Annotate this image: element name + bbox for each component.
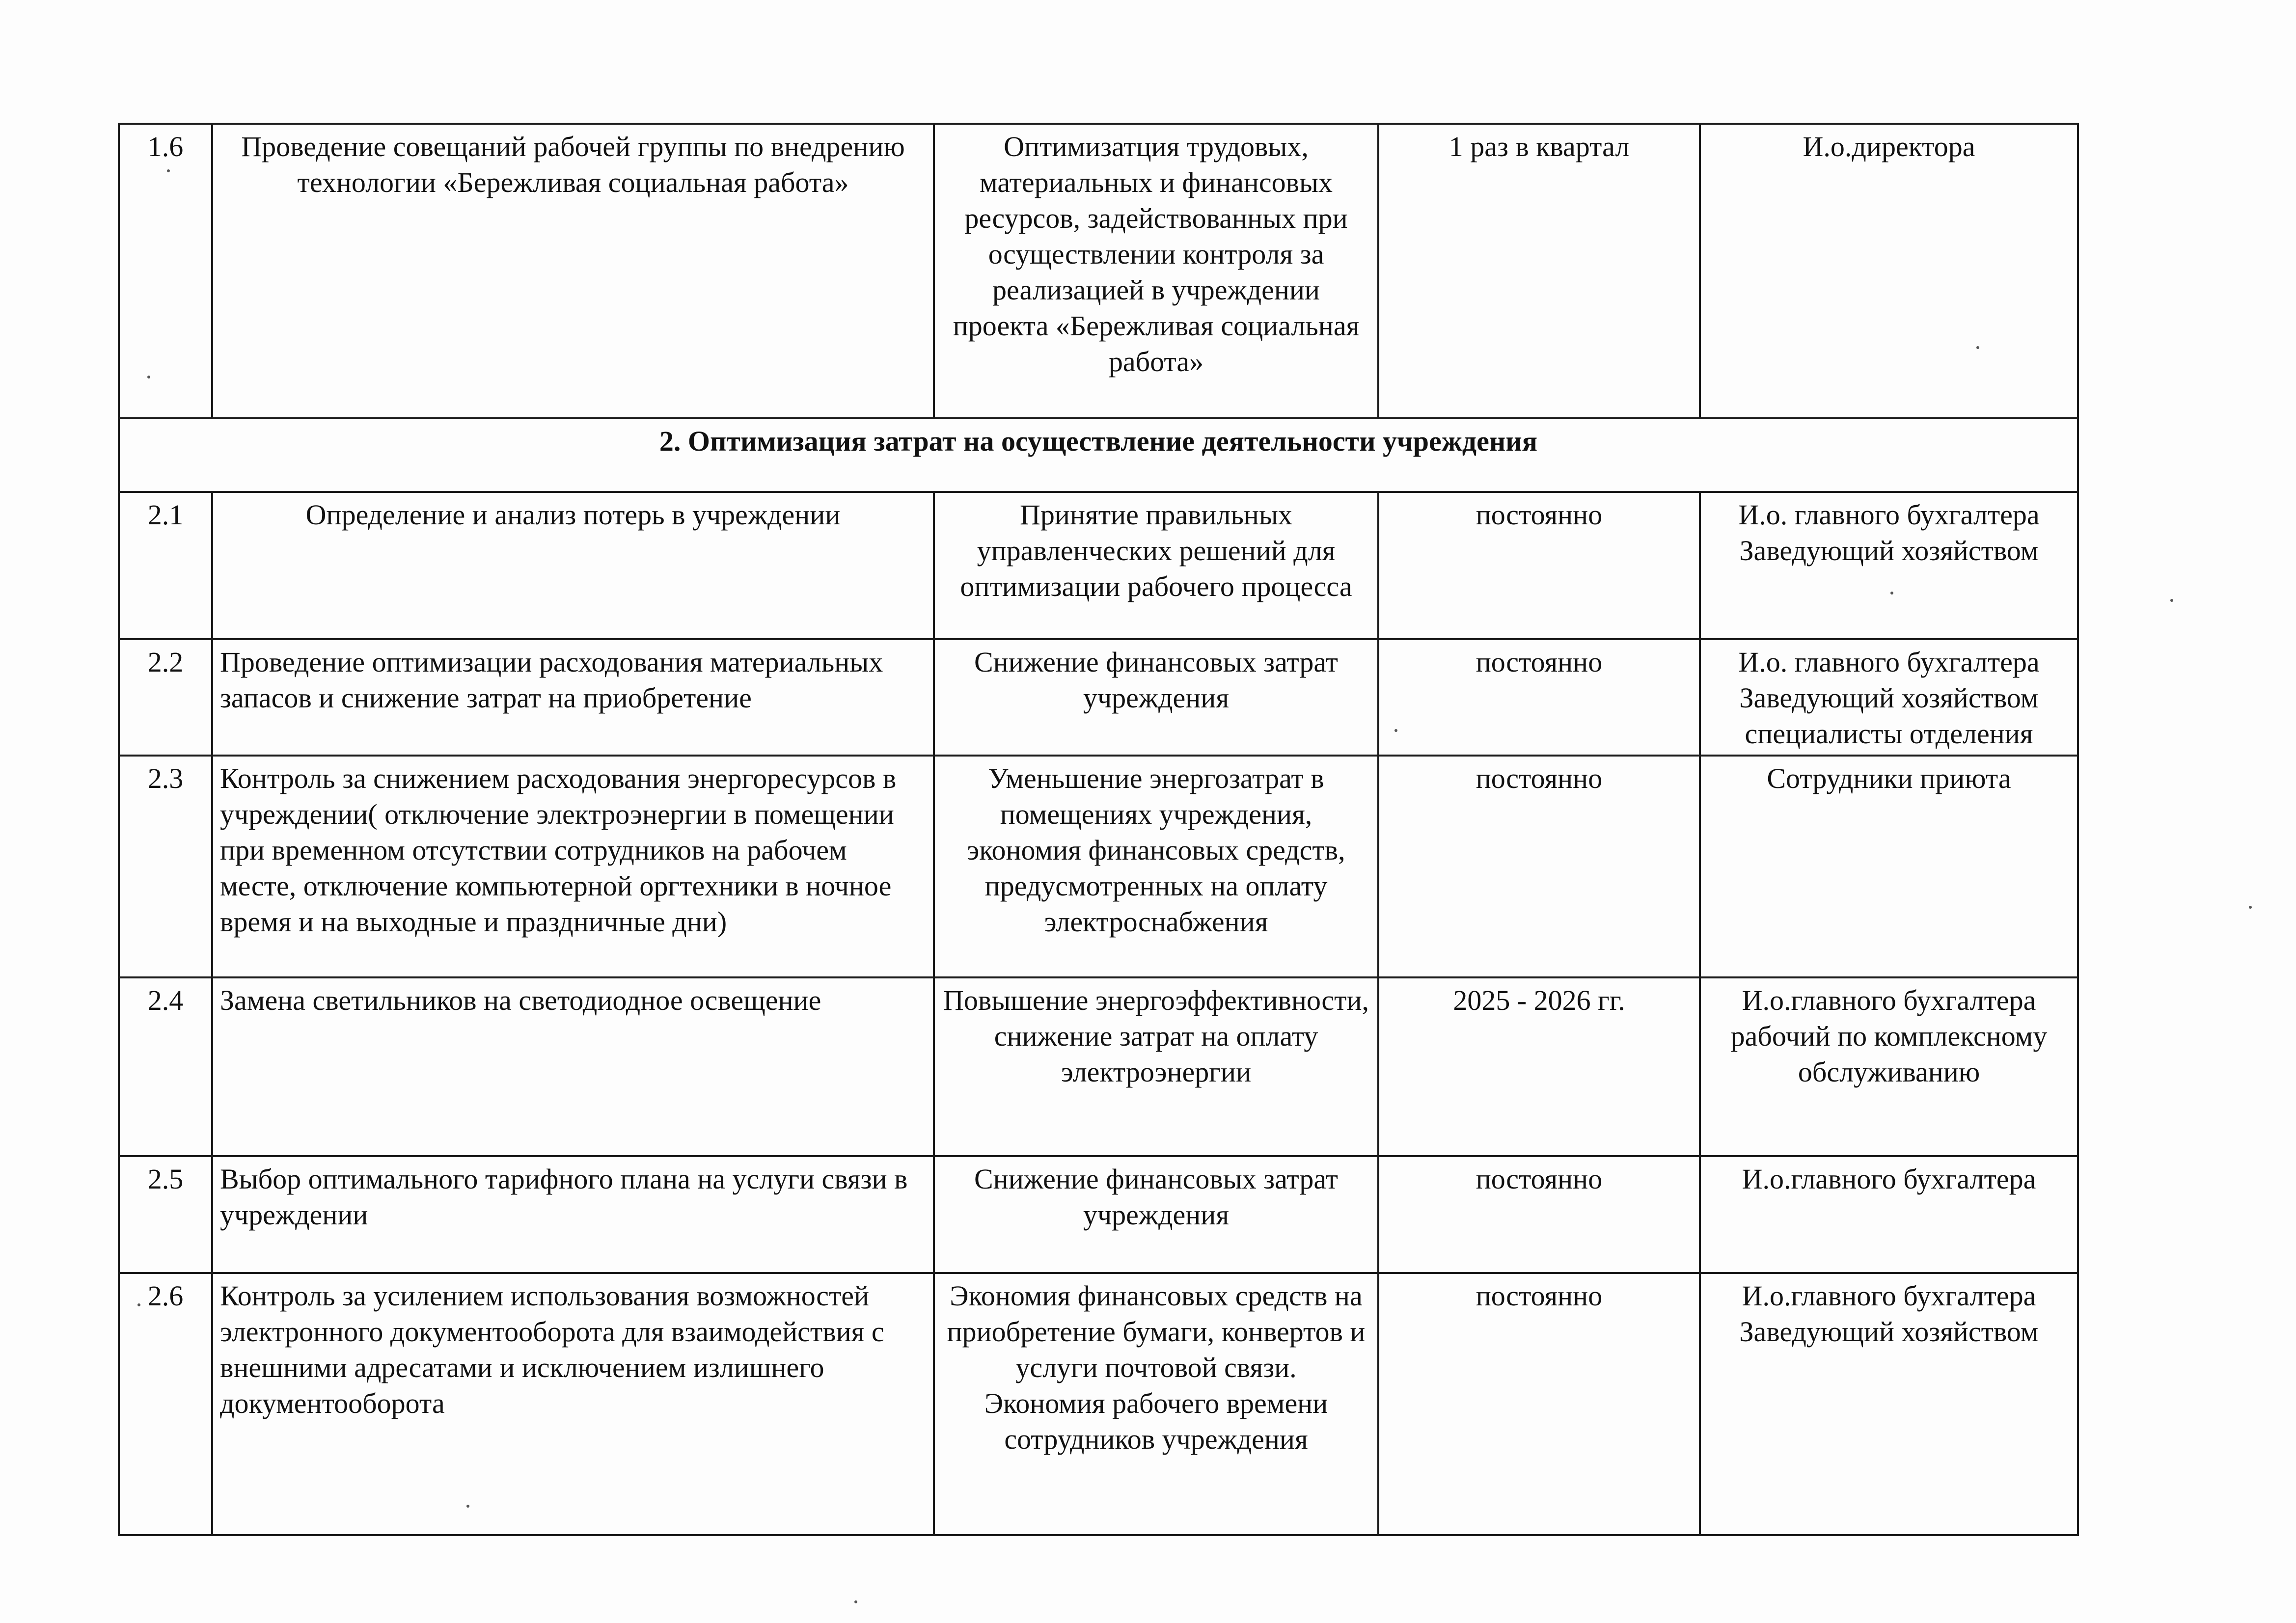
- period-cell: 1 раз в квартал: [1378, 124, 1700, 418]
- result-cell: Экономия финансовых средств на приобретение бумаги, конвертов и услуги почтовой связи. Экономия рабочего времени сотрудников учреждения: [934, 1273, 1378, 1535]
- scan-speck: [147, 376, 150, 379]
- scan-speck: [1394, 729, 1397, 732]
- table-row: [119, 977, 2078, 1156]
- result-cell: Повышение энергоэффективности, снижение затрат на оплату электроэнергии: [934, 977, 1378, 1156]
- scan-speck: [2170, 599, 2173, 602]
- result-cell: Принятие правильных управленческих решений для оптимизации рабочего процесса: [934, 492, 1378, 639]
- row-number: 2.6: [119, 1273, 212, 1535]
- scan-speck: [137, 1303, 140, 1306]
- responsible-cell: И.о.главного бухгалтера Заведующий хозяйством: [1700, 1273, 2078, 1535]
- activity-cell: Определение и анализ потерь в учреждении: [212, 492, 934, 639]
- period-cell: постоянно: [1378, 1273, 1700, 1535]
- result-cell: Снижение финансовых затрат учреждения: [934, 1156, 1378, 1273]
- responsible-cell: И.о.директора: [1700, 124, 2078, 418]
- table-row: [119, 639, 2078, 756]
- row-number: 1.6: [119, 124, 212, 418]
- scan-speck: [854, 1600, 857, 1603]
- activity-cell: Проведение совещаний рабочей группы по внедрению технологии «Бережливая социальная работа»: [212, 124, 934, 418]
- scan-speck: [2249, 906, 2252, 909]
- activity-cell: Замена светильников на светодиодное освещение: [212, 977, 934, 1156]
- period-cell: 2025 - 2026 гг.: [1378, 977, 1700, 1156]
- responsible-cell: И.о.главного бухгалтера рабочий по комплексному обслуживанию: [1700, 977, 2078, 1156]
- table-row: [119, 124, 2078, 418]
- period-cell: постоянно: [1378, 492, 1700, 639]
- responsible-cell: Сотрудники приюта: [1700, 756, 2078, 977]
- row-number: 2.3: [119, 756, 212, 977]
- table-row: [119, 1156, 2078, 1273]
- result-cell: Оптимизатция трудовых, материальных и финансовых ресурсов, задействованных при осуществлении контроля за реализацией в учреждении проекта «Бережливая социальная работа»: [934, 124, 1378, 418]
- activity-cell: Контроль за снижением расходования энергоресурсов в учреждении( отключение электроэнергии в помещении при временном отсутствии сотрудников на рабочем месте, отключение компьютерной оргтехники в ночное время и на выходные и праздничные дни): [212, 756, 934, 977]
- plan-table: [118, 123, 2079, 1536]
- scan-speck: [1976, 346, 1979, 349]
- period-cell: постоянно: [1378, 756, 1700, 977]
- table-row: [119, 756, 2078, 977]
- row-number: 2.1: [119, 492, 212, 639]
- row-number: 2.5: [119, 1156, 212, 1273]
- activity-cell: Выбор оптимального тарифного плана на услуги связи в учреждении: [212, 1156, 934, 1273]
- activity-cell: Проведение оптимизации расходования материальных запасов и снижение затрат на приобретение: [212, 639, 934, 756]
- table-row: [119, 492, 2078, 639]
- responsible-cell: И.о. главного бухгалтера Заведующий хозяйством: [1700, 492, 2078, 639]
- activity-cell: Контроль за усилением использования возможностей электронного документооборота для взаимодействия с внешними адресатами и исключением излишнего документооборота: [212, 1273, 934, 1535]
- result-cell: Уменьшение энергозатрат в помещениях учреждения, экономия финансовых средств, предусмотренных на оплату электроснабжения: [934, 756, 1378, 977]
- period-cell: постоянно: [1378, 639, 1700, 756]
- row-number: 2.2: [119, 639, 212, 756]
- scan-speck: [167, 169, 170, 172]
- section-title: 2. Оптимизация затрат на осуществление деятельности учреждения: [119, 418, 2078, 492]
- scan-speck: [1890, 592, 1893, 595]
- result-cell: Снижение финансовых затрат учреждения: [934, 639, 1378, 756]
- table-row: [119, 1273, 2078, 1535]
- scan-speck: [466, 1505, 469, 1508]
- responsible-cell: И.о. главного бухгалтера Заведующий хозяйством специалисты отделения: [1700, 639, 2078, 756]
- section-header-row: [119, 418, 2078, 492]
- period-cell: постоянно: [1378, 1156, 1700, 1273]
- responsible-cell: И.о.главного бухгалтера: [1700, 1156, 2078, 1273]
- row-number: 2.4: [119, 977, 212, 1156]
